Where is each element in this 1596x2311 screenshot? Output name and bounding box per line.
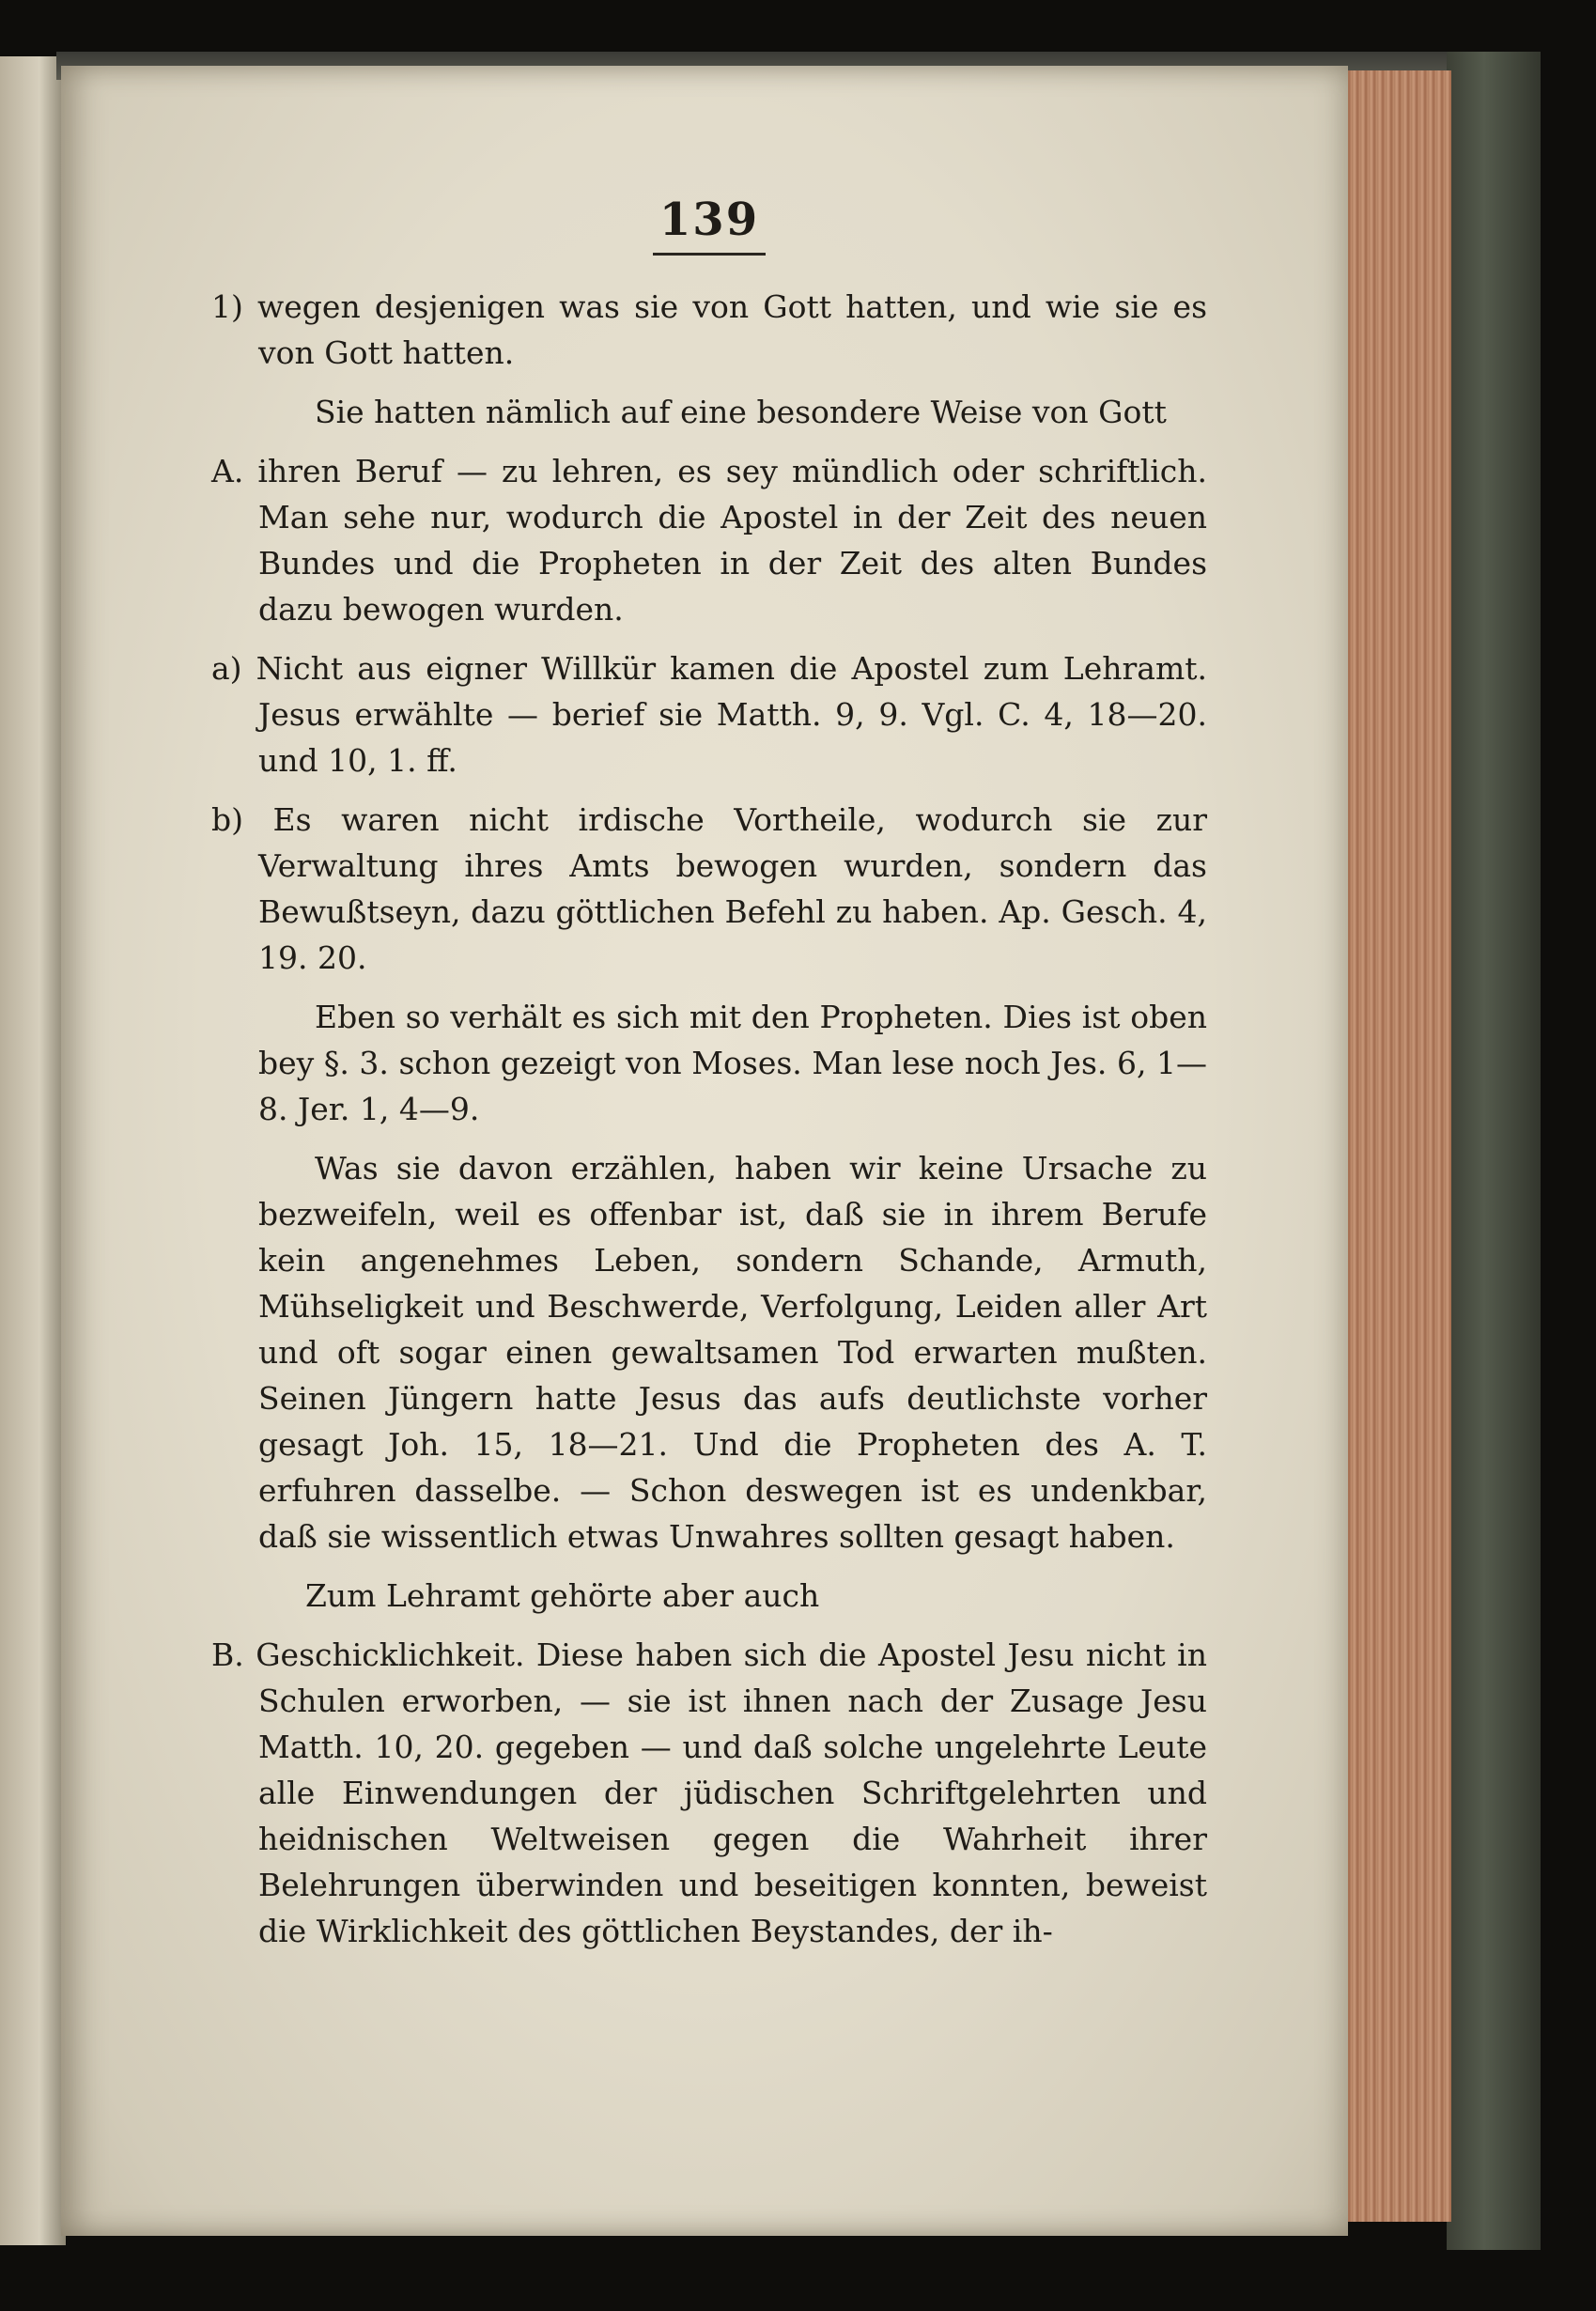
paragraph-A: A. ihren Beruf — zu lehren, es sey mündlich oder schriftlich. Man sehe nur, wodurch die Apostel in der Zeit des neuen Bundes und die Propheten in der Zeit des alten Bundes dazu bewogen wurden. [211,453,1207,628]
paragraph-B: B. Geschicklichkeit. Diese haben sich die Apostel Jesu nicht in Schulen erworben, — sie ist ihnen nach der Zusage Jesu Matth. 10, 20. gegeben — und daß solche ungelehrte Leute alle Einwendungen der jüdischen Schriftgelehrten und heidnischen Weltweisen gegen die Wahrheit ihrer Belehrungen überwinden und beseitigen konnten, beweist die Wirklichkeit des göttlichen Beystandes, der ih- [211,1636,1207,1949]
paragraph-b: b) Es waren nicht irdische Vortheile, wodurch sie zur Verwaltung ihres Amts bewogen wurden, sondern das Bewußtseyn, dazu göttlichen Befehl zu haben. Ap. Gesch. 4, 19. 20. [211,801,1207,976]
paragraph-a: a) Nicht aus eigner Willkür kamen die Apostel zum Lehramt. Jesus erwählte — berief sie Matth. 9, 9. Vgl. C. 4, 18—20. und 10, 1. ff. [211,650,1207,779]
page-number: 139 [659,194,760,246]
paragraph-prophets: Eben so verhält es sich mit den Propheten. Dies ist oben bey §. 3. schon gezeigt von Moses. Man lese noch Jes. 6, 1—8. Jer. 1, 4—9. [258,999,1207,1127]
paragraph-2: Sie hatten nämlich auf eine besondere Weise von Gott [315,394,1167,430]
paragraph-lehramt: Zum Lehramt gehörte aber auch [305,1577,820,1614]
page-content [211,194,1207,1967]
left-page-edge [0,56,66,2245]
page-edges [1343,70,1451,2222]
book-page [61,66,1348,2236]
book-cover-board [1447,52,1541,2250]
paragraph-1: 1) wegen desjenigen was sie von Gott hatten, und wie sie es von Gott hatten. [211,288,1207,371]
paragraph-doubt: Was sie davon erzählen, haben wir keine Ursache zu bezweifeln, weil es offenbar ist, daß sie in ihrem Berufe kein angenehmes Leben, sondern Schande, Armuth, Mühseligkeit und Beschwerde, Verfolgung, Leiden aller Art und oft sogar einen gewaltsamen Tod erwarten mußten. Seinen Jüngern hatte Jesus das aufs deutlichste vorher gesagt Joh. 15, 18—21. Und die Propheten des A. T. erfuhren dasselbe. — Schon deswegen ist es undenkbar, daß sie wissentlich etwas Unwahres sollten gesagt haben. [258,1150,1207,1555]
header-rule [653,253,766,256]
